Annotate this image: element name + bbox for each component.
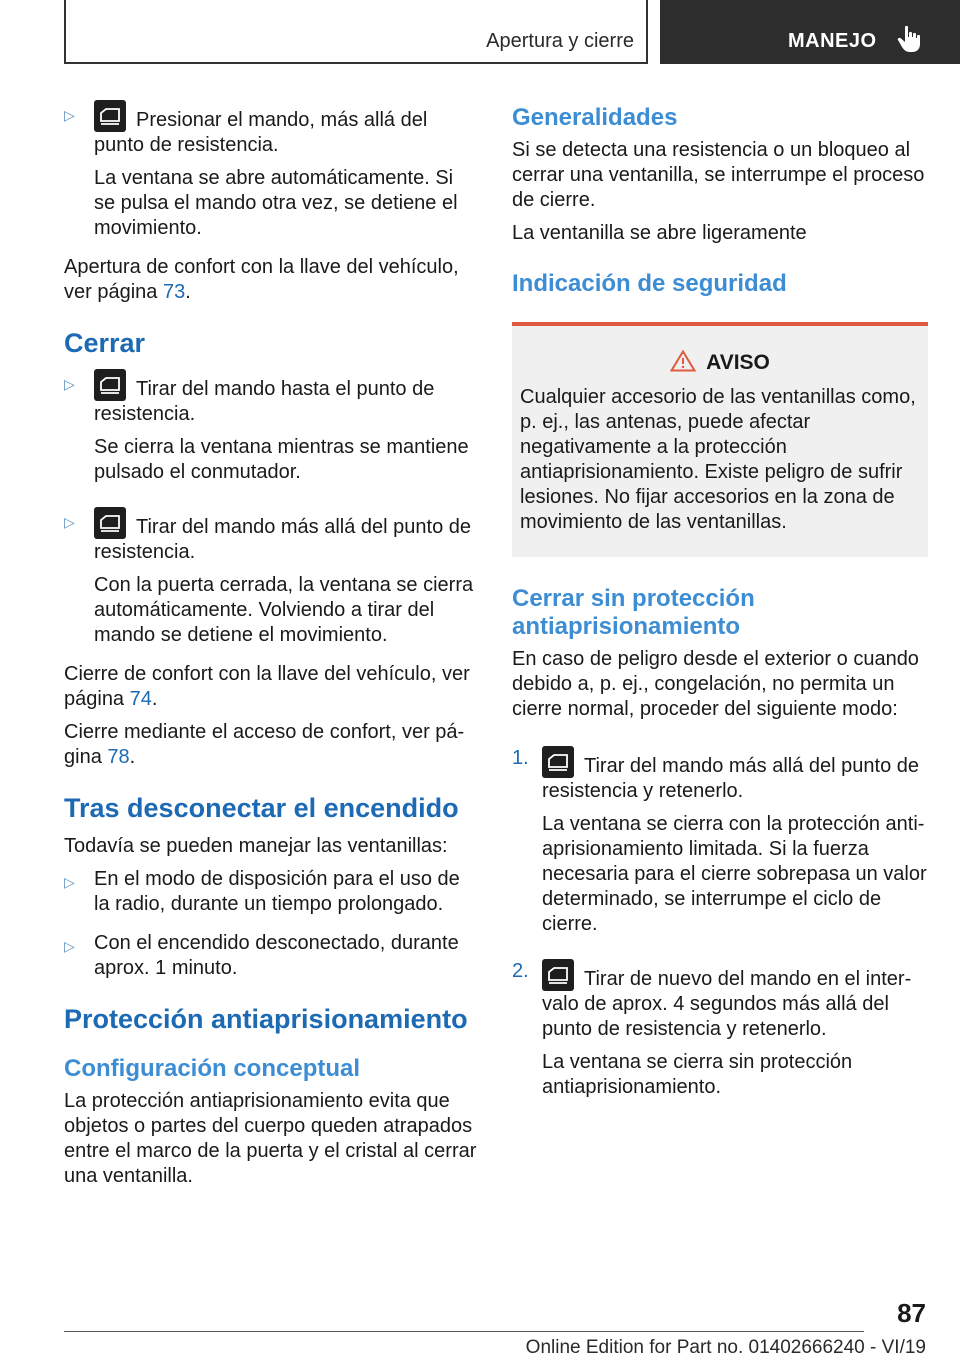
- edition-text: Online Edition for Part no. 01402666240 - VI/19: [525, 1337, 926, 1358]
- list-item-sub: Con la puerta cerrada, la ventana se cierra automáticamente. Volviendo a tirar del mando se detiene el movimiento.: [94, 574, 474, 646]
- window-switch-icon: [542, 746, 574, 778]
- bullet-triangle-icon: ▷: [64, 376, 75, 392]
- bullet-triangle-icon: ▷: [64, 938, 75, 954]
- hand-pointer-icon: [896, 24, 926, 54]
- warning-header: [520, 350, 920, 375]
- numbered-step: [512, 746, 928, 937]
- after-intro: Todavía se pueden manejar las ventanillas:: [64, 835, 448, 857]
- list-item-sub: Se cierra la ventana mientras se mantiene pulsado el conmutador.: [94, 436, 469, 483]
- bullet-triangle-icon: ▷: [64, 874, 75, 890]
- section-heading: Tras desconectar el encendido: [64, 793, 459, 823]
- chapter-tab[interactable]: [660, 0, 960, 64]
- right-column: [512, 100, 928, 1114]
- page-header: [0, 0, 960, 66]
- comfort-open-text: Apertura de confort con la llave del vehículo, ver página 73.: [64, 256, 459, 303]
- comfort-access-text: Cierre mediante el acceso de confort, ver página 78.: [64, 721, 465, 768]
- subsection-heading: Indicación de seguridad: [512, 270, 787, 297]
- section-tab: [64, 0, 648, 64]
- numbered-step: [512, 959, 928, 1100]
- concept-text: La protección antiaprisionamiento evita que objetos o partes del cuerpo queden atrapados entre el marco de la puerta y el cristal al cerrar una ventanilla.: [64, 1090, 477, 1187]
- page-link[interactable]: 74: [129, 688, 152, 710]
- section-title: Apertura y cierre: [486, 30, 634, 52]
- list-item-text: Con el encendido desconectado, durante aprox. 1 minuto.: [94, 932, 459, 979]
- page-link[interactable]: 73: [162, 281, 186, 303]
- general-text: Si se detecta una resistencia o un bloqueo al cerrar una ventanilla, se interrumpe el proceso de cierre.: [512, 139, 925, 211]
- comfort-close-text: Cierre de confort con la llave del vehículo, ver página 74.: [64, 663, 470, 710]
- list-item: [64, 507, 478, 648]
- step-number: 1.: [512, 747, 529, 769]
- subsection-heading: Configuración conceptual: [64, 1055, 361, 1082]
- list-item-text: Tirar del mando más allá del punto de resistencia.: [94, 516, 471, 563]
- subsection-heading: Generalidades: [512, 104, 678, 131]
- list-item: [64, 867, 478, 917]
- window-switch-icon: [94, 369, 126, 401]
- window-switch-icon: [94, 100, 126, 132]
- step-text: Tirar de nuevo del mando en el intervalo de aprox. 4 segundos más allá del punto de resistencia y retenerlo.: [542, 968, 912, 1040]
- chapter-title: MANEJO: [788, 30, 877, 52]
- step-text: Tirar del mando más allá del punto de resistencia y retenerlo.: [542, 755, 919, 802]
- bullet-triangle-icon: ▷: [64, 514, 75, 530]
- page-link[interactable]: 78: [107, 746, 130, 768]
- left-column: [64, 100, 478, 1197]
- list-item: [64, 100, 478, 241]
- list-item: [64, 369, 478, 485]
- footer-divider: [64, 1331, 864, 1332]
- noprot-text: En caso de peligro desde el exterior o cuando debido a, p. ej., congelación, no permita un cierre normal, proceder del siguiente modo:: [512, 648, 919, 720]
- page-number: 87: [897, 1298, 926, 1328]
- step-sub: La ventana se cierra con la protección antiaprisionamiento limitada. Si la fuerza necesaria para el cierre sobrepasa un valor determinado, se interrumpe el ciclo de cierre.: [542, 813, 927, 935]
- window-switch-icon: [542, 959, 574, 991]
- step-sub: La ventana se cierra sin protección antiaprisionamiento.: [542, 1051, 853, 1098]
- list-item-text: En el modo de disposición para el uso de la radio, durante un tiempo prolongado.: [94, 868, 460, 915]
- list-item-sub: La ventana se abre automáticamente. Si se pulsa el mando otra vez, se detiene el movimiento.: [94, 167, 458, 239]
- subsection-heading: Cerrar sin protección antiaprisionamiento: [512, 585, 755, 640]
- section-heading: Cerrar: [64, 328, 146, 358]
- list-item-text: Tirar del mando hasta el punto de resistencia.: [94, 378, 435, 425]
- warning-box: [512, 322, 928, 557]
- warning-label: AVISO: [706, 351, 770, 374]
- step-number: 2.: [512, 960, 529, 982]
- window-switch-icon: [94, 507, 126, 539]
- warning-text: Cualquier accesorio de las ventanillas como, p. ej., las antenas, puede afectar negativamente a la protección antiaprisionamiento. Existe peligro de sufrir lesiones. No fijar accesorios en la zona de movimiento de las ventanillas.: [520, 386, 916, 533]
- list-item-text: Presionar el mando, más allá del punto de resistencia.: [94, 109, 428, 156]
- bullet-triangle-icon: ▷: [64, 107, 75, 123]
- section-heading: Protección antiaprisionamiento: [64, 1004, 468, 1034]
- warning-triangle-icon: [670, 350, 696, 372]
- general-text-2: La ventanilla se abre ligeramente: [512, 222, 807, 244]
- list-item: [64, 931, 478, 981]
